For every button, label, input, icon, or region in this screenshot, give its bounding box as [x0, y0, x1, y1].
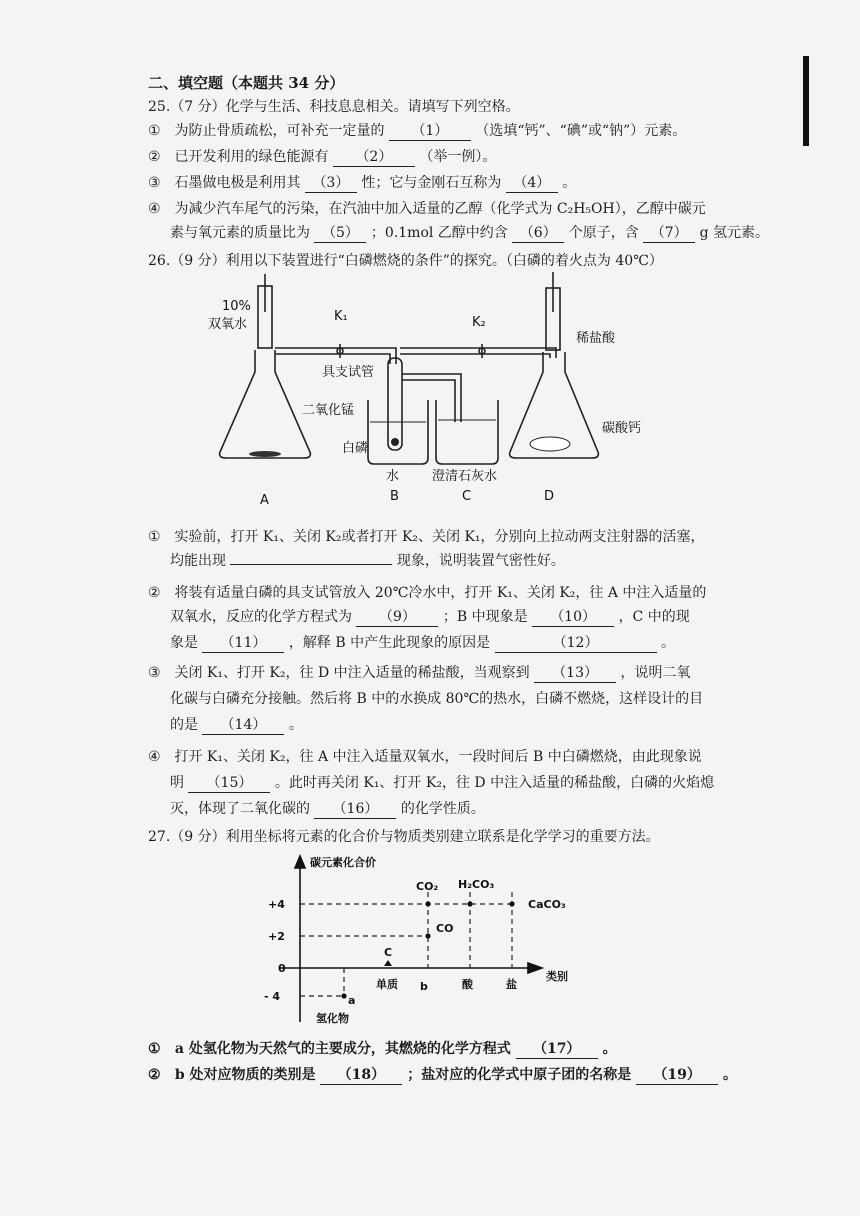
- item-text: 。此时再关闭 K₁、打开 K₂，往 D 中注入适量的稀盐酸，白磷的火焰熄: [274, 775, 715, 791]
- point-a: [341, 993, 346, 998]
- item-text: 明: [170, 775, 184, 791]
- label-point-co: CO: [436, 922, 454, 935]
- answer-blank-6[interactable]: （6）: [512, 224, 564, 243]
- answer-blank-8[interactable]: [230, 564, 392, 565]
- item-number: ④: [148, 749, 161, 765]
- answer-blank-16[interactable]: （16）: [314, 800, 396, 819]
- item-number: ①: [148, 529, 161, 545]
- q26-item-3-line3: [170, 716, 303, 735]
- item-text: a 处氢化物为天然气的主要成分，其燃烧的化学方程式: [174, 1041, 511, 1057]
- label-tube: 具支试管: [322, 365, 375, 380]
- item-text: 灭，体现了二氧化碳的: [170, 801, 310, 817]
- q26-item-2: [148, 584, 706, 602]
- label-point-a: a: [348, 994, 356, 1007]
- q25-item-4-line2: [170, 224, 769, 243]
- label-h2o2: 双氧水: [208, 317, 248, 332]
- item-text: 。: [602, 1041, 617, 1057]
- answer-blank-3[interactable]: （3）: [305, 174, 357, 193]
- item-text: （选填“钙”、“碘”或“钠”）元素。: [475, 123, 687, 139]
- tick-plus4: +4: [268, 898, 285, 911]
- answer-blank-10[interactable]: （10）: [532, 608, 614, 627]
- item-text: 打开 K₁、关闭 K₂，往 A 中注入适量双氧水，一段时间后 B 中白磷燃烧，由此现象说: [174, 749, 702, 765]
- answer-blank-7[interactable]: （7）: [643, 224, 695, 243]
- item-text: 实验前，打开 K₁、关闭 K₂或者打开 K₂、关闭 K₁，分别向上拉动两支注射器的活塞，: [174, 529, 705, 545]
- q26-item-3-line2: 化碳与白磷充分接触。然后将 B 中的水换成 80℃的热水，白磷不燃烧，这样设计的目: [170, 691, 704, 707]
- label-a: A: [260, 493, 269, 508]
- label-point-co2: CO₂: [416, 880, 439, 893]
- x-cat-acid: 酸: [462, 978, 473, 991]
- label-point-c: C: [384, 946, 393, 959]
- item-text: 的化学性质。: [400, 801, 485, 817]
- beaker-c: [436, 400, 498, 464]
- y-axis-title: 碳元素化合价: [310, 856, 376, 869]
- q26-item-1-line2: [170, 552, 565, 570]
- q27-item-1: [148, 1040, 617, 1059]
- q25-item-1: [148, 122, 686, 141]
- item-number: ④: [148, 201, 161, 217]
- point-c: [384, 960, 392, 966]
- item-text: ；B 中现象是: [442, 609, 528, 625]
- q26-item-2-line2: [170, 608, 690, 627]
- label-limewater: 澄清石灰水: [432, 469, 498, 484]
- q27-item-2: [148, 1066, 737, 1085]
- q26-item-4-line2: [170, 774, 714, 793]
- tick-plus2: +2: [268, 930, 285, 943]
- answer-blank-2[interactable]: （2）: [333, 148, 415, 167]
- point-caco3: [509, 901, 514, 906]
- x-cat-salt: 盐: [506, 978, 517, 991]
- q26-item-4: [148, 748, 702, 766]
- item-text: 已开发利用的绿色能源有: [174, 149, 329, 165]
- item-text: 。: [562, 175, 577, 191]
- label-b: B: [390, 489, 399, 504]
- item-text: 石墨做电极是利用其: [174, 175, 301, 191]
- q27-header: 27.（9 分）利用坐标将元素的化合价与物质类别建立联系是化学学习的重要方法。: [148, 829, 660, 845]
- white-phosphorus: [391, 438, 399, 446]
- section-title: 二、填空题（本题共 34 分）: [148, 74, 345, 92]
- mno2-solid: [249, 451, 281, 457]
- label-point-caco3: CaCO₃: [528, 898, 566, 911]
- answer-blank-19[interactable]: （19）: [636, 1066, 718, 1085]
- item-text: 为减少汽车尾气的污染，在汽油中加入适量的乙醇（化学式为 C₂H₅OH），乙醇中碳元: [174, 201, 706, 217]
- label-hcl: 稀盐酸: [576, 331, 616, 346]
- flask-a: [220, 350, 311, 458]
- q25-item-4: [148, 200, 706, 218]
- item-text: ，C 中的现: [618, 609, 690, 625]
- q26-item-1: [148, 528, 705, 546]
- answer-blank-9[interactable]: （9）: [356, 608, 438, 627]
- scan-edge-mark: [803, 56, 809, 146]
- item-text: 。: [723, 1067, 738, 1083]
- item-text: 的是: [170, 717, 198, 733]
- x-axis-title: 类别: [546, 970, 568, 983]
- item-number: ②: [148, 149, 161, 165]
- label-k1: K₁: [334, 309, 348, 324]
- item-text: 性；它与金刚石互称为: [361, 175, 502, 191]
- item-text: 。: [661, 635, 676, 651]
- item-text: 个原子，含: [568, 225, 639, 241]
- tick-0: 0: [278, 962, 286, 975]
- item-text: ；盐对应的化学式中原子团的名称是: [407, 1067, 632, 1083]
- valence-category-chart: [260, 852, 590, 1030]
- label-h2o2-conc: 10%: [222, 299, 251, 314]
- q25-item-2: [148, 148, 496, 167]
- answer-blank-13[interactable]: （13）: [534, 664, 616, 683]
- x-axis-arrow: [528, 963, 542, 973]
- item-number: ③: [148, 665, 161, 681]
- caco3-solid: [530, 437, 570, 451]
- item-text: ，解释 B 中产生此现象的原因是: [288, 635, 491, 651]
- answer-blank-18[interactable]: （18）: [320, 1066, 402, 1085]
- item-text: 为防止骨质疏松，可补充一定量的: [174, 123, 385, 139]
- point-co: [425, 933, 430, 938]
- item-number: ②: [148, 585, 161, 601]
- x-cat-element: 单质: [376, 978, 398, 991]
- label-k2: K₂: [472, 315, 486, 330]
- label-mno2: 二氧化锰: [302, 403, 355, 418]
- item-text: b 处对应物质的类别是: [174, 1067, 316, 1083]
- q26-item-2-line3: [170, 634, 675, 653]
- item-text: g 氢元素。: [699, 225, 770, 241]
- item-text: 关闭 K₁、打开 K₂，往 D 中注入适量的稀盐酸，当观察到: [174, 665, 530, 681]
- answer-blank-14[interactable]: （14）: [202, 716, 284, 735]
- point-co2: [425, 901, 430, 906]
- item-text: 均能出现: [170, 553, 226, 569]
- label-d: D: [544, 489, 555, 504]
- beaker-b: [368, 400, 428, 464]
- item-number: ③: [148, 175, 161, 191]
- label-phosphorus: 白磷: [342, 441, 369, 456]
- answer-blank-12[interactable]: （12）: [495, 634, 657, 653]
- answer-blank-11[interactable]: （11）: [202, 634, 284, 653]
- item-text: 将装有适量白磷的具支试管放入 20℃冷水中，打开 K₁、关闭 K₂，往 A 中注入适量的: [174, 585, 707, 601]
- side-arm-tube: [388, 358, 402, 450]
- answer-blank-4[interactable]: （4）: [506, 174, 558, 193]
- x-cat-hydride: 氢化物: [316, 1012, 349, 1025]
- tick-minus4: - 4: [264, 990, 281, 1003]
- q26-header: 26.（9 分）利用以下装置进行“白磷燃烧的条件”的探究。（白磷的着火点为 40℃）: [148, 253, 663, 269]
- q26-item-4-line3: [170, 800, 485, 819]
- item-text: 象是: [170, 635, 198, 651]
- point-h2co3: [467, 901, 472, 906]
- q25-header: 25.（7 分）化学与生活、科技息息相关。请填写下列空格。: [148, 99, 520, 115]
- answer-blank-5[interactable]: （5）: [314, 224, 366, 243]
- item-number: ①: [148, 1041, 161, 1057]
- item-text: 现象，说明装置气密性好。: [396, 553, 565, 569]
- item-text: 双氧水，反应的化学方程式为: [170, 609, 352, 625]
- label-caco3: 碳酸钙: [602, 421, 642, 436]
- item-text: （举一例）。: [419, 149, 497, 165]
- item-text: ；0.1mol 乙醇中约含: [370, 225, 508, 241]
- answer-blank-1[interactable]: （1）: [389, 122, 471, 141]
- answer-blank-15[interactable]: （15）: [188, 774, 270, 793]
- q25-item-3: [148, 174, 576, 193]
- item-text: 。: [288, 717, 303, 733]
- item-number: ①: [148, 123, 161, 139]
- y-axis-arrow: [295, 856, 305, 868]
- q26-item-3: [148, 664, 691, 683]
- x-cat-b: b: [420, 980, 428, 993]
- label-point-h2co3: H₂CO₃: [458, 878, 495, 891]
- label-c: C: [462, 489, 472, 504]
- item-text: ，说明二氧: [620, 665, 691, 681]
- item-number: ②: [148, 1067, 161, 1083]
- answer-blank-17[interactable]: （17）: [516, 1040, 598, 1059]
- item-text: 素与氧元素的质量比为: [170, 225, 310, 241]
- apparatus-diagram: [200, 272, 680, 510]
- label-water: 水: [386, 469, 400, 484]
